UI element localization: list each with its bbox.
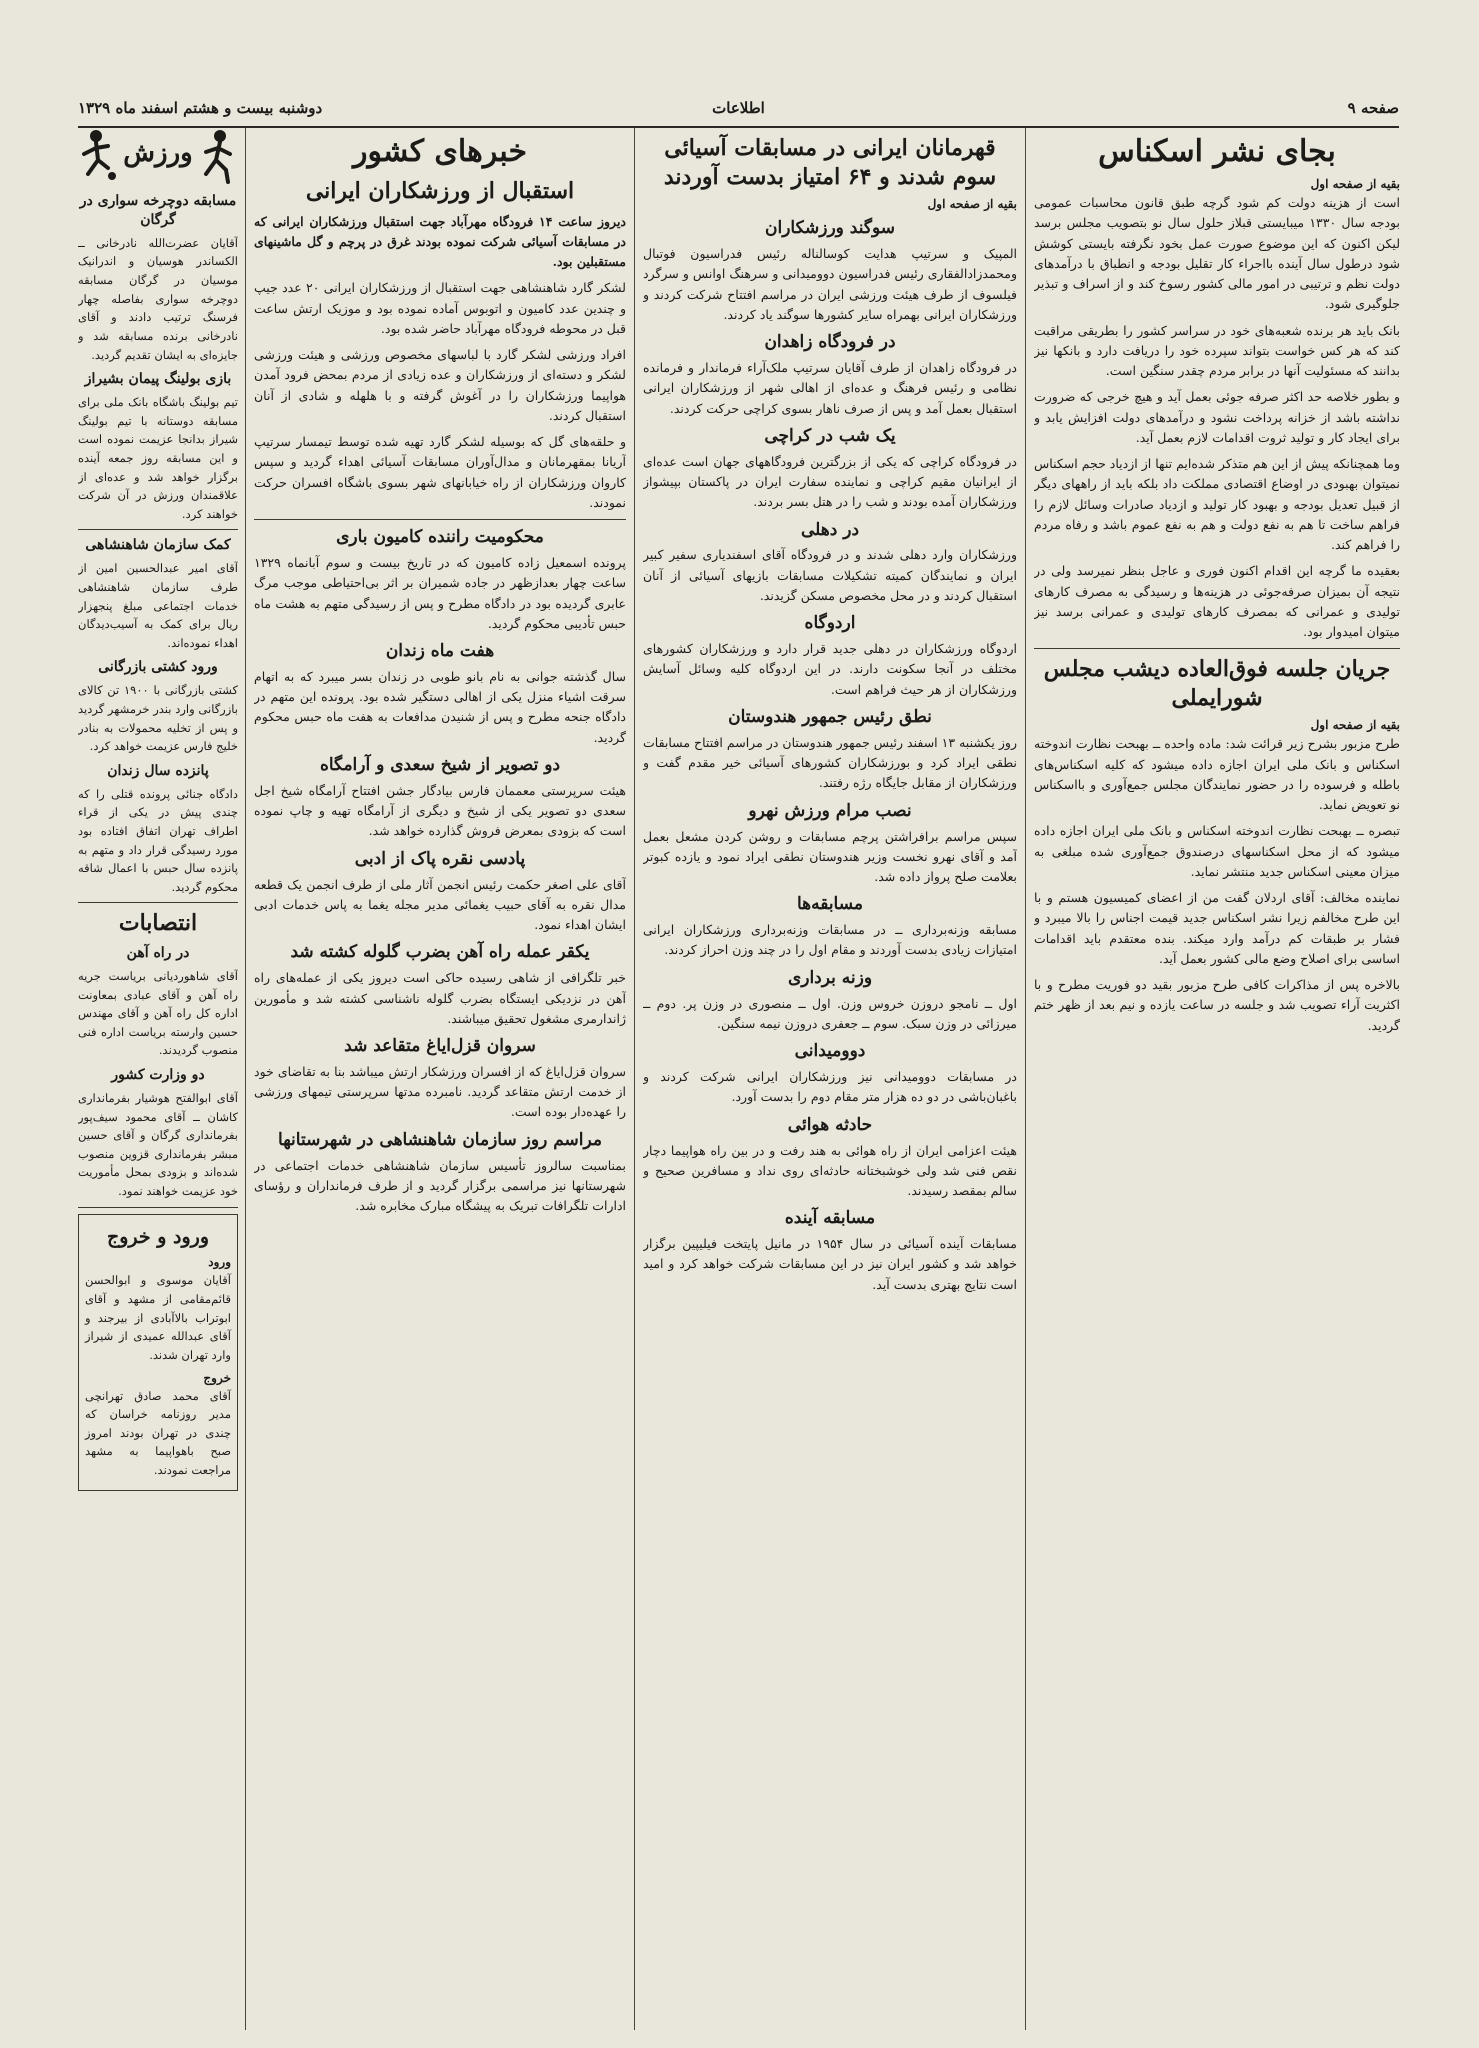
column-sports-briefs	[78, 128, 238, 2030]
page-number: صفحه ۹	[1347, 99, 1399, 117]
article-paragraph: وما همچنانکه پیش از این هم متذکر شده‌ایم تنها از ازدیاد حجم اسکناس نمیتوان بهبودی در اوضاع اقتصادی مملکت داد بلکه باید از راههای دیگر از قبیل تعدیل بودجه و بهبود کار تولید و ازدیاد صادرات وسائل لازم را فراهم ساخت تا هم به نفع دولت و هم به نفع عموم باشد و رفاه مردم را فراهم کند.	[1034, 456, 1400, 552]
section-subhead: مسابقه‌ها	[796, 894, 864, 915]
article-lead: دیروز ساعت ۱۴ فرودگاه مهرآباد جهت استقبال ورزشکاران ایرانی که در مسابقات آسیائی شرکت نموده بودند غرق در پرچم و گل ماشینهای مستقبلین بود.	[254, 213, 626, 270]
article-paragraph: سپس مراسم برافراشتن پرچم مسابقات و روشن کردن مشعل بعمل آمد و آقای نهرو نخست وزیر هندوستان نطقی ایراد نمود و یازده کبوتر بعلامت صلح پرواز داده شد.	[643, 828, 1017, 884]
article-paragraph: نماینده مخالف: آقای اردلان گفت من از اعضای کمیسیون هستم و با این طرح مخالفم زیرا نشر اسکناس جدید قیمت اجناس را بالا میبرد و فشار بر طبقات کم درآمد وارد میکند. بنده معتقدم باید اقدامات اساسی برای اصلاح وضع مالی کشور بعمل آید.	[1034, 890, 1400, 966]
section-subhead: در دهلی	[800, 519, 860, 540]
article-paragraph: ورزشکاران وارد دهلی شدند و در فرودگاه آقای اسفندیاری سفیر کبیر ایران و نمایندگان کمیته تشکیلات مسابقات بازیهای آسیائی از آنان استقبال کردند و در محل مخصوص مسکن گزیدند.	[643, 547, 1017, 603]
article-paragraph: در فرودگاه زاهدان از طرف آقایان سرتیپ ملک‌آراء فرماندار و فرمانده نظامی و رئیس فرهنگ و عده‌ای از اهالی شهر از ورزشکاران ایرانی استقبال بعمل آمد و پس از صرف ناهار بسوی کراچی حرکت کردند.	[643, 360, 1017, 416]
article-paragraph: در مسابقات دوومیدانی نیز ورزشکاران ایرانی شرکت کردند و باغبان‌باشی در دو ده هزار متر مقام دوم را بدست آورد.	[643, 1069, 1017, 1105]
news-text: پرونده اسمعیل زاده کامیون که در تاریخ بیست و سوم آبانماه ۱۳۲۹ ساعت چهار بعدازظهر در جاده شمیران بر اثر بی‌احتیاطی موجب مرگ عابری گردیده بود در دادگاه مطرح و پس از رسیدگی متهم به هشت ماه حبس تأدیبی محکوم گردید.	[254, 555, 626, 631]
section-subhead: اردوگاه	[804, 613, 856, 634]
news-text: خبر تلگرافی از شاهی رسیده حاکی است دیروز یکی از عمله‌های راه آهن در نزدیکی ایستگاه بضرب گلوله ناشناسی کشته شد و مأمورین ژاندارمری مشغول تحقیق میباشند.	[254, 970, 626, 1026]
brief-text: آقای محمد صادق تهرانچی مدیر روزنامه خراسان که چندی در تهران بودند امروز صبح باهواپیما به مشهد مراجعت نمودند.	[85, 1388, 231, 1478]
news-text: سال گذشته جوانی به نام بانو طوبی در زندان بسر میبرد که به اتهام سرقت اشیاء منزل یکی از اهالی دستگیر شده بود. پرونده این متهم در دادگاه جنحه مطرح و پس از شنیدن مدافعات به هفت ماه حبس محکوم گردید.	[254, 668, 626, 745]
news-title: هفت ماه زندان	[385, 641, 495, 662]
news-title: یکقر عمله راه آهن بضرب گلوله کشته شد	[290, 942, 590, 963]
divider	[78, 529, 238, 530]
brief-text: کشتی بازرگانی با ۱۹۰۰ تن کالای بازرگانی وارد بندر خرمشهر گردید و پس از تخلیه محمولات به بنادر خلیج فارس عزیمت خواهد کرد.	[78, 683, 238, 754]
divider	[78, 1207, 238, 1208]
article-kicker: بقیه از صفحه اول	[1310, 177, 1400, 191]
brief-title: مسابقه دوچرخه سواری در گرگان	[79, 193, 237, 228]
sports-banner-title: ورزش	[123, 138, 193, 168]
news-title: محکومیت راننده کامیون باری	[336, 527, 544, 548]
divider	[1034, 648, 1400, 649]
article-paragraph: هیئت اعزامی ایران از راه هوائی به هند رفت و در بین راه هواپیما دچار نقص فنی شد ولی خوشبختانه حادثه‌ای روی نداد و مسافرین صحیح و سالم بمقصد رسیدند.	[643, 1142, 1017, 1198]
section-subhead: نطق رئیس جمهور هندوستان	[728, 706, 932, 727]
news-text: سروان قزل‌ایاغ که از افسران ورزشکار ارتش میباشد بنا به تقاضای خود از خدمت ارتش متقاعد گردید. نامبرده مدتها سرپرستی تیمهای ورزشی را عهده‌دار بوده است.	[254, 1063, 626, 1120]
article-paragraph: تبصره ــ بهبحت نظارت اندوخته اسکناس و بانک ملی ایران اجازه داده میشود که از محل اسکناسهای درصندوق جمع‌آوری شده مبلغی به میزان معینی اسکناس جدید منتشر نماید.	[1034, 823, 1400, 879]
article-paragraph: طرح مزبور بشرح زیر قرائت شد: ماده واحده ــ بهبحت نظارت اندوخته اسکناس و بانک ملی ایران اجازه داده میشود که کلیه اسکناس‌های باطله و فرسوده را در حضور نمایندگان مجلس جمع‌آوری و بااسکناس نو تعویض نماید.	[1034, 736, 1400, 813]
article-kicker: بقیه از صفحه اول	[1310, 718, 1400, 733]
article-title: استقبال از ورزشکاران ایرانی	[305, 178, 575, 204]
article-paragraph: مسابقات آینده آسیائی در سال ۱۹۵۴ در مانیل پایتخت فیلیپین برگزار خواهد شد و کشور ایران نیز در این مسابقات شرکت خواهد کرد و امید است نتایج بهتری بدست آید.	[643, 1236, 1017, 1292]
section-subhead: سوگند ورزشکاران	[765, 218, 895, 239]
column-rule	[634, 128, 635, 2030]
divider	[78, 902, 238, 903]
brief-subhead: دو وزارت کشور	[111, 1067, 205, 1084]
article-kicker: بقیه از صفحه اول	[927, 197, 1017, 212]
article-paragraph: و حلقه‌های گل که بوسیله لشکر گارد تهیه شده توسط تیمسار سرتیپ آریانا بمقهرمانان و مدال‌آوران مسابقات آسیائی اهداء گردید و سپس کاروان ورزشکاران از راه خیابانهای شهر بسوی باشگاه افسران حرکت نمودند.	[254, 434, 626, 510]
brief-title: ورود کشتی بازرگانی	[98, 659, 218, 676]
sports-banner	[78, 128, 238, 186]
section-subhead: در فرودگاه زاهدان	[764, 332, 896, 353]
section-subhead: دوومیدانی	[794, 1041, 866, 1062]
news-title: دو تصویر از شیخ سعدی و آرامگاه	[319, 754, 561, 775]
column-national-news	[254, 128, 626, 2030]
brief-subhead: خروج	[203, 1370, 231, 1385]
news-text: بمناسبت سالروز تأسیس سازمان شاهنشاهی خدمات اجتماعی در شهرستانها نیز مراسمی برگزار گردید و از طرف فرمانداران و رؤسای ادارات تلگرافات تبریک به پیشگاه مبارک مخابره شد.	[254, 1157, 626, 1214]
column-editorial	[1034, 128, 1400, 2030]
column-rule	[245, 128, 246, 2030]
article-title: قهرمانان ایرانی در مسابقات آسیائی سوم شدند و ۶۴ امتیاز بدست آوردند	[663, 135, 997, 190]
article-paragraph: و بطور خلاصه حد اکثر صرفه جوئی بعمل آید و هیچ خرجی که ضرورت نداشته باشد از خزانه پرداخت نشود و درآمدهای دولت افزایش یابد و برای ایجاد کار و تولید ثروت اقدامات لازم بعمل آید.	[1034, 389, 1400, 445]
article-paragraph: بالاخره پس از مذاکرات کافی طرح مزبور بقید دو فوریت مطرح و با اکثریت آراء تصویب شد و جلسه در ساعت یازده و نیم بعد از ظهر ختم گردید.	[1034, 977, 1400, 1033]
article-paragraph: اردوگاه ورزشکاران در دهلی جدید قرار دارد و ورزشکاران کشورهای مختلف در آنجا سکونت دارند. در این اردوگاه کلیه وسائل آسایش ورزشکاران از هر حیث فراهم است.	[643, 641, 1017, 697]
brief-text: آقای شاهوردیانی بریاست جریه راه آهن و آقای عبادی بمعاونت اداره کل راه آهن و آقای مهندس حسین وارسته بریاست اداره فنی منصوب گردیدند.	[78, 968, 238, 1058]
section-subhead: مسابقه آینده	[784, 1208, 876, 1229]
brief-title: بازی بولینگ پیمان بشیراز	[84, 371, 232, 388]
article-paragraph: است از هزینه دولت کم شود گرچه طبق قانون محاسبات عمومی بودجه سال ۱۳۳۰ میبایستی قبلاز حلول سال نو بتصویب مجلس برسد لیکن اکنون که این موضوع صورت عمل بخود نگرفته بایستی کوشش شود درطول سال آینده بااجراء کار تقلیل بودجه و انطباق با درآمدهای دولت نظم و ترتیبی در امور مالی کشور رسوخ کند و از اسراف و تبذیر جلوگیری شود.	[1034, 195, 1400, 312]
article-paragraph: المپیک و سرتیپ هدایت کوسالناله رئیس فدراسیون فوتبال ومحمدزادالفقاری رئیس فدراسیون دوومیدانی و سرهنگ اوانس و سرگرد فیلسوف از طرف هیئت ورزشی ایران در مراسم افتتاح شرکت کردند و ورزشکاران ایرانی بهمراه سایر کشورها سوگند یاد کردند.	[643, 246, 1017, 322]
news-title: مراسم روز سازمان شاهنشاهی در شهرستانها	[278, 1129, 602, 1150]
article-paragraph: افراد ورزشی لشکر گارد با لباسهای مخصوص ورزشی و هیئت ورزشی لشکر و دسته‌ای از ورزشکاران و عده زیادی از مردم بمحض فرود آمدن هواپیما ورزشکاران را در آغوش گرفته و با هلهله و شادی از آنان استقبال کردند.	[254, 347, 626, 423]
article-paragraph: در فرودگاه کراچی که یکی از بزرگترین فرودگاههای جهان است عده‌ای از ایرانیان مقیم کراچی و نماینده سفارت ایران در پاکستان بپیشواز ورزشکاران آمده بودند و شب را در هتل بسر بردند.	[643, 453, 1017, 510]
brief-text: آقایان موسوی و ابوالحسن قائم‌مقامی از مشهد و آقای ابوتراب بالا‌آبادی از بیرجند و آقای عبدالله عمیدی از شیراز وارد تهران شدند.	[85, 1273, 231, 1362]
divider	[254, 519, 626, 520]
section-title: انتصابات	[118, 910, 198, 937]
brief-subhead: ورود	[208, 1255, 231, 1270]
news-title: سروان قزل‌ایاغ متقاعد شد	[344, 1036, 536, 1057]
football-player-icon	[78, 128, 118, 184]
brief-title: پانزده سال زندان	[107, 762, 209, 779]
news-text: آقای علی اصغر حکمت رئیس انجمن آثار ملی از طرف انجمن یک قطعه مدال نقره به آقای حبیب یغمائی مدیر مجله یغما به پاس خدمات ادبی ایشان اهداء نمود.	[254, 876, 626, 933]
brief-subhead: در راه آهن	[126, 945, 190, 962]
section-title: خبرهای کشور	[352, 134, 528, 169]
brief-text: آقایان عضرت‌الله نادرخانی ــ الکساندر هوسیان و اندرانیک موسیان در گرگان مسابقه دوچرخه سواری بفاصله چهار فرسنگ ترتیب دادند و آقای نادرخانی برنده مسابقه شد و جایزه‌ای به ایشان تقدیم گردید.	[78, 235, 238, 362]
newspaper-name: اطلاعات	[712, 99, 765, 117]
article-paragraph: مسابقه وزنه‌برداری ــ در مسابقات وزنه‌برداری ورزشکاران ایرانی امتیازات زیادی بدست آوردند و مقام اول را در چند وزن احراز کردند.	[643, 922, 1017, 958]
brief-text: آقای امیر عبدالحسین امین از طرف سازمان شاهنشاهی خدمات اجتماعی مبلغ پنجهزار ریال برای کمک به آسیب‌دیدگان اهداء نموده‌اند.	[78, 561, 238, 650]
section-subhead: نصب مرام ورزش نهرو	[748, 800, 912, 821]
column-rule	[1025, 128, 1026, 2030]
section-subhead: یک شب در کراچی	[764, 425, 896, 446]
article-paragraph: بعقیده ما گرچه این اقدام اکنون فوری و عاجل بنظر نمیرسد ولی در نتیجه آن بمیزان صرفه‌جوئی در هزینه‌ها و رسیدگی به مصرف کارهای تولیدی و عمرانی که بمصرف کارهای تولیدی و عمرانی برسد نیز میتوان امیدوار بود.	[1034, 563, 1400, 639]
brief-text: تیم بولینگ باشگاه بانک ملی برای مسابقه دوستانه با تیم بولینگ شیراز بدانجا عزیمت نموده است و این مسابقه روز جمعه آینده برگزار خواهد شد و عده‌ای از علاقمندان ورزش در آن شرکت خواهند کرد.	[78, 395, 238, 521]
section-subhead: حادثه هوائی	[787, 1114, 873, 1135]
article-paragraph: اول ــ نامجو دروزن خروس وزن. اول ــ منصوری در وزن پر. دوم ــ میرزائی در وزن سبک. سوم ــ جعفری دروزن نیمه سنگین.	[643, 995, 1017, 1031]
news-title: پادسی نقره پاک از ادبی	[354, 848, 526, 869]
article-paragraph: بانک باید هر برنده شعبه‌های خود در سراسر کشور را بطریقی مراقبت کند که هر کس خواست بتواند سپرده خود را دریافت دارد و بانکها نیز بدانند که مسئولیت آنها در برابر مردم چقدر سنگین است.	[1034, 322, 1400, 378]
arrivals-box	[78, 1214, 238, 1491]
page-header	[78, 96, 1399, 128]
section-subhead: وزنه برداری	[787, 967, 873, 988]
article-title: جریان جلسه فوق‌العاده دیشب مجلس شورایملی	[1043, 656, 1391, 711]
brief-text: آقای ابوالفتح هوشیار بفرمانداری کاشان ــ آقای محمود سیف‌پور بفرمانداری گرگان و آقای حسین مبشر بفرمانداری قزوین منصوب شده‌اند و بزودی بمحل مأموریت خود عزیمت خواهند نمود.	[78, 1090, 238, 1199]
article-paragraph: روز یکشنبه ۱۳ اسفند رئیس جمهور هندوستان در مراسم افتتاح مسابقات نطقی ایراد کرد و بورزشکاران کشورهای آسیائی خیر مقدم گفت و ورزشکاران از مقابل جایگاه رژه رفتند.	[643, 734, 1017, 791]
column-asian-games	[643, 128, 1017, 2030]
article-title: بجای نشر اسکناس	[1098, 134, 1336, 169]
article-paragraph: لشکر گارد شاهنشاهی جهت استقبال از ورزشکاران ایرانی ۲۰ عدد جیپ و چندین عدد کامیون و اتوبوس آماده نموده بود و موزیک ارتش ساعت قبل در محوطه فرودگاه مهرآباد حاضر شده بود.	[254, 280, 626, 336]
section-title: ورود و خروج	[106, 1225, 210, 1248]
news-text: هیئت سرپرستی معممان فارس بیادگار جشن افتتاح آرامگاه شیخ اجل سعدی دو تصویر یکی از شیخ و دیگری از آرامگاه تهیه و چاپ نموده است که بزودی بمعرض فروش گذارده خواهد شد.	[254, 782, 626, 839]
brief-text: دادگاه جنائی پرونده قتلی را که چندی پیش در یکی از قراء اطراف تهران اتفاق افتاده بود مورد رسیدگی قرار داد و متهم به پانزده سال حبس با اعمال شاقه محکوم گردید.	[78, 786, 238, 894]
issue-date: دوشنبه بیست و هشتم اسفند ماه ۱۳۲۹	[78, 99, 323, 117]
brief-title: کمک سازمان شاهنشاهی	[85, 537, 231, 554]
